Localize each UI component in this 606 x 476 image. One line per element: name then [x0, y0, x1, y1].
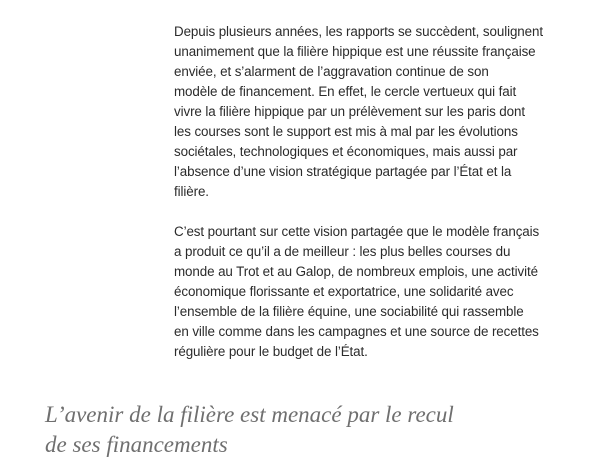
paragraph-1-line: enviée, et s’alarment de l’aggravation continue de son [174, 64, 489, 79]
paragraph-1 [174, 22, 586, 202]
paragraph-1-line: unanimement que la filière hippique est une réussite française [174, 44, 536, 59]
paragraph-2-line: en ville comme dans les campagnes et une source de recettes [174, 324, 539, 339]
paragraph-1-line: vivre la filière hippique par un prélèvement sur les paris dont [174, 104, 525, 119]
paragraph-1-line: les courses sont le support est mis à mal par les évolutions [174, 124, 518, 139]
paragraph-1-line: filière. [174, 184, 209, 199]
section-heading-line: L’avenir de la filière est menacé par le recul [45, 402, 454, 427]
paragraph-1-line: Depuis plusieurs années, les rapports se succèdent, soulignent [174, 24, 543, 39]
paragraph-2-line: C’est pourtant sur cette vision partagée que le modèle français [174, 224, 540, 239]
paragraph-1-line: l’absence d’une vision stratégique partagée par l’État et la [174, 164, 512, 179]
paragraph-2 [174, 222, 586, 362]
paragraph-2-line: économique florissante et exportatrice, une solidarité avec [174, 284, 514, 299]
section-heading [45, 400, 585, 460]
paragraph-2-line: a produit ce qu’il a de meilleur : les plus belles courses du [174, 244, 511, 259]
paragraph-1-line: modèle de financement. En effet, le cercle vertueux qui fait [174, 84, 517, 99]
paragraph-2-line: monde au Trot et au Galop, de nombreux emplois, une activité [174, 264, 538, 279]
paragraph-2-line: l’ensemble de la filière équine, une sociabilité qui rassemble [174, 304, 524, 319]
section-heading-line: de ses financements [45, 432, 228, 457]
paragraph-gap [174, 202, 586, 222]
body-text [174, 22, 586, 362]
paragraph-1-line: sociétales, technologiques et économiques, mais aussi par [174, 144, 518, 159]
paragraph-2-line: régulière pour le budget de l’État. [174, 344, 368, 359]
